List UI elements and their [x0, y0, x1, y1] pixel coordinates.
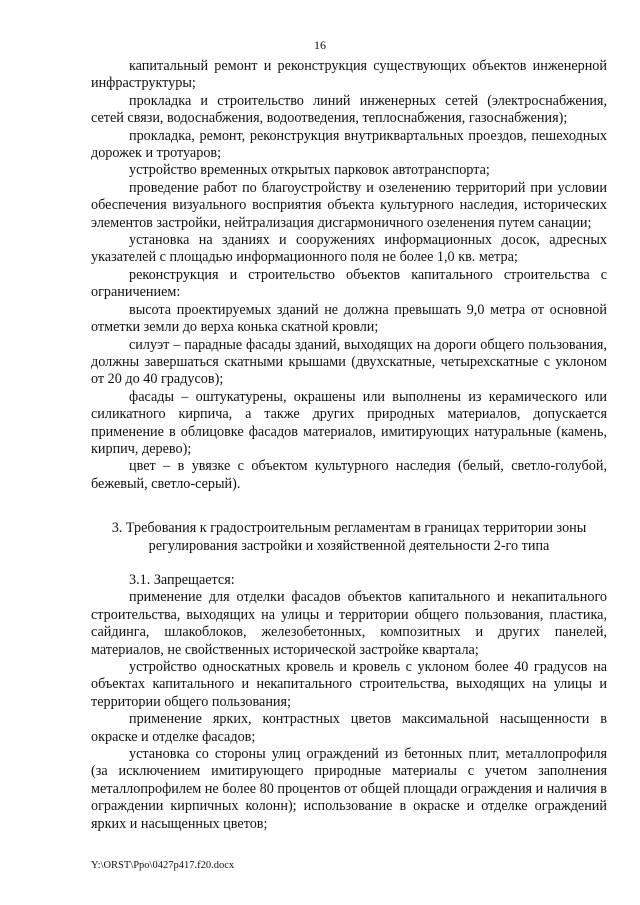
paragraph: реконструкция и строительство объектов капитального строительства с ограничением:: [91, 266, 607, 301]
paragraph: применение ярких, контрастных цветов максимальной насыщенности в окраске и отделке фасадов;: [91, 711, 607, 745]
paragraph: установка со стороны улиц ограждений из бетонных плит, металлопрофиля (за исключением имитирующего природные материалы с учетом заполнения металлопрофилем не более 80 процентов от общей площади ограждения и наличия в ограждении кирпичных колонн); использование в окраске и отделке ограждений ярких и насыщенных цветов;: [91, 746, 607, 832]
footer-file-path: Y:\ORST\Ppo\0427p417.f20.docx: [91, 860, 235, 871]
paragraph: устройство временных открытых парковок автотранспорта;: [129, 162, 490, 179]
paragraph: установка на зданиях и сооружениях информационных досок, адресных указателей с площадью информационного поля не более 1,0 кв. метра;: [91, 232, 607, 266]
paragraph: прокладка и строительство линий инженерных сетей (электроснабжения, сетей связи, водоснабжения, водоотведения, теплоснабжения, газоснабжения);: [91, 92, 607, 127]
page-number: 16: [314, 38, 326, 52]
paragraph: силуэт – парадные фасады зданий, выходящих на дороги общего пользования, должны завершаться скатными крышами (двухскатные, четырехскатные с уклоном от 20 до 40 градусов);: [91, 336, 607, 388]
paragraph: проведение работ по благоустройству и озеленению территорий при условии обеспечения визуального восприятия объекта культурного наследия, исторических элементов застройки, нейтрализация дисгармоничного озеленения путем санации;: [91, 179, 607, 231]
section-heading: 3. Требования к градостроительным регламентам в границах территории зоны регулирования застройки и хозяйственной деятельности 2-го типа: [111, 520, 587, 554]
subheading: 3.1. Запрещается:: [129, 571, 235, 588]
paragraph: высота проектируемых зданий не должна превышать 9,0 метра от основной отметки земли до верха конька скатной кровли;: [91, 301, 607, 336]
paragraph: применение для отделки фасадов объектов капитального и некапитального строительства, выходящих на улицы и территории общего пользования, пластика, сайдинга, шлакоблоков, железобетонных, композитных и других панелей, материалов, не свойственных исторической застройке квартала;: [91, 589, 607, 658]
document-body: [91, 58, 607, 833]
paragraph: прокладка, ремонт, реконструкция внутриквартальных проездов, пешеходных дорожек и тротуаров;: [91, 127, 607, 162]
paragraph: капитальный ремонт и реконструкция существующих объектов инженерной инфраструктуры;: [91, 58, 607, 92]
paragraph: устройство односкатных кровель и кровель с уклоном более 40 градусов на объектах капитального и некапитального строительства, выходящих на улицы и территории общего пользования;: [91, 659, 607, 710]
paragraph: фасады – оштукатурены, окрашены или выполнены из керамического или силикатного кирпича, а также других природных материалов, допускается применение в облицовке фасадов материалов, имитирующих натуральные (камень, кирпич, дерево);: [91, 388, 607, 457]
paragraph: цвет – в увязке с объектом культурного наследия (белый, светло-голубой, бежевый, светло-серый).: [91, 458, 607, 492]
